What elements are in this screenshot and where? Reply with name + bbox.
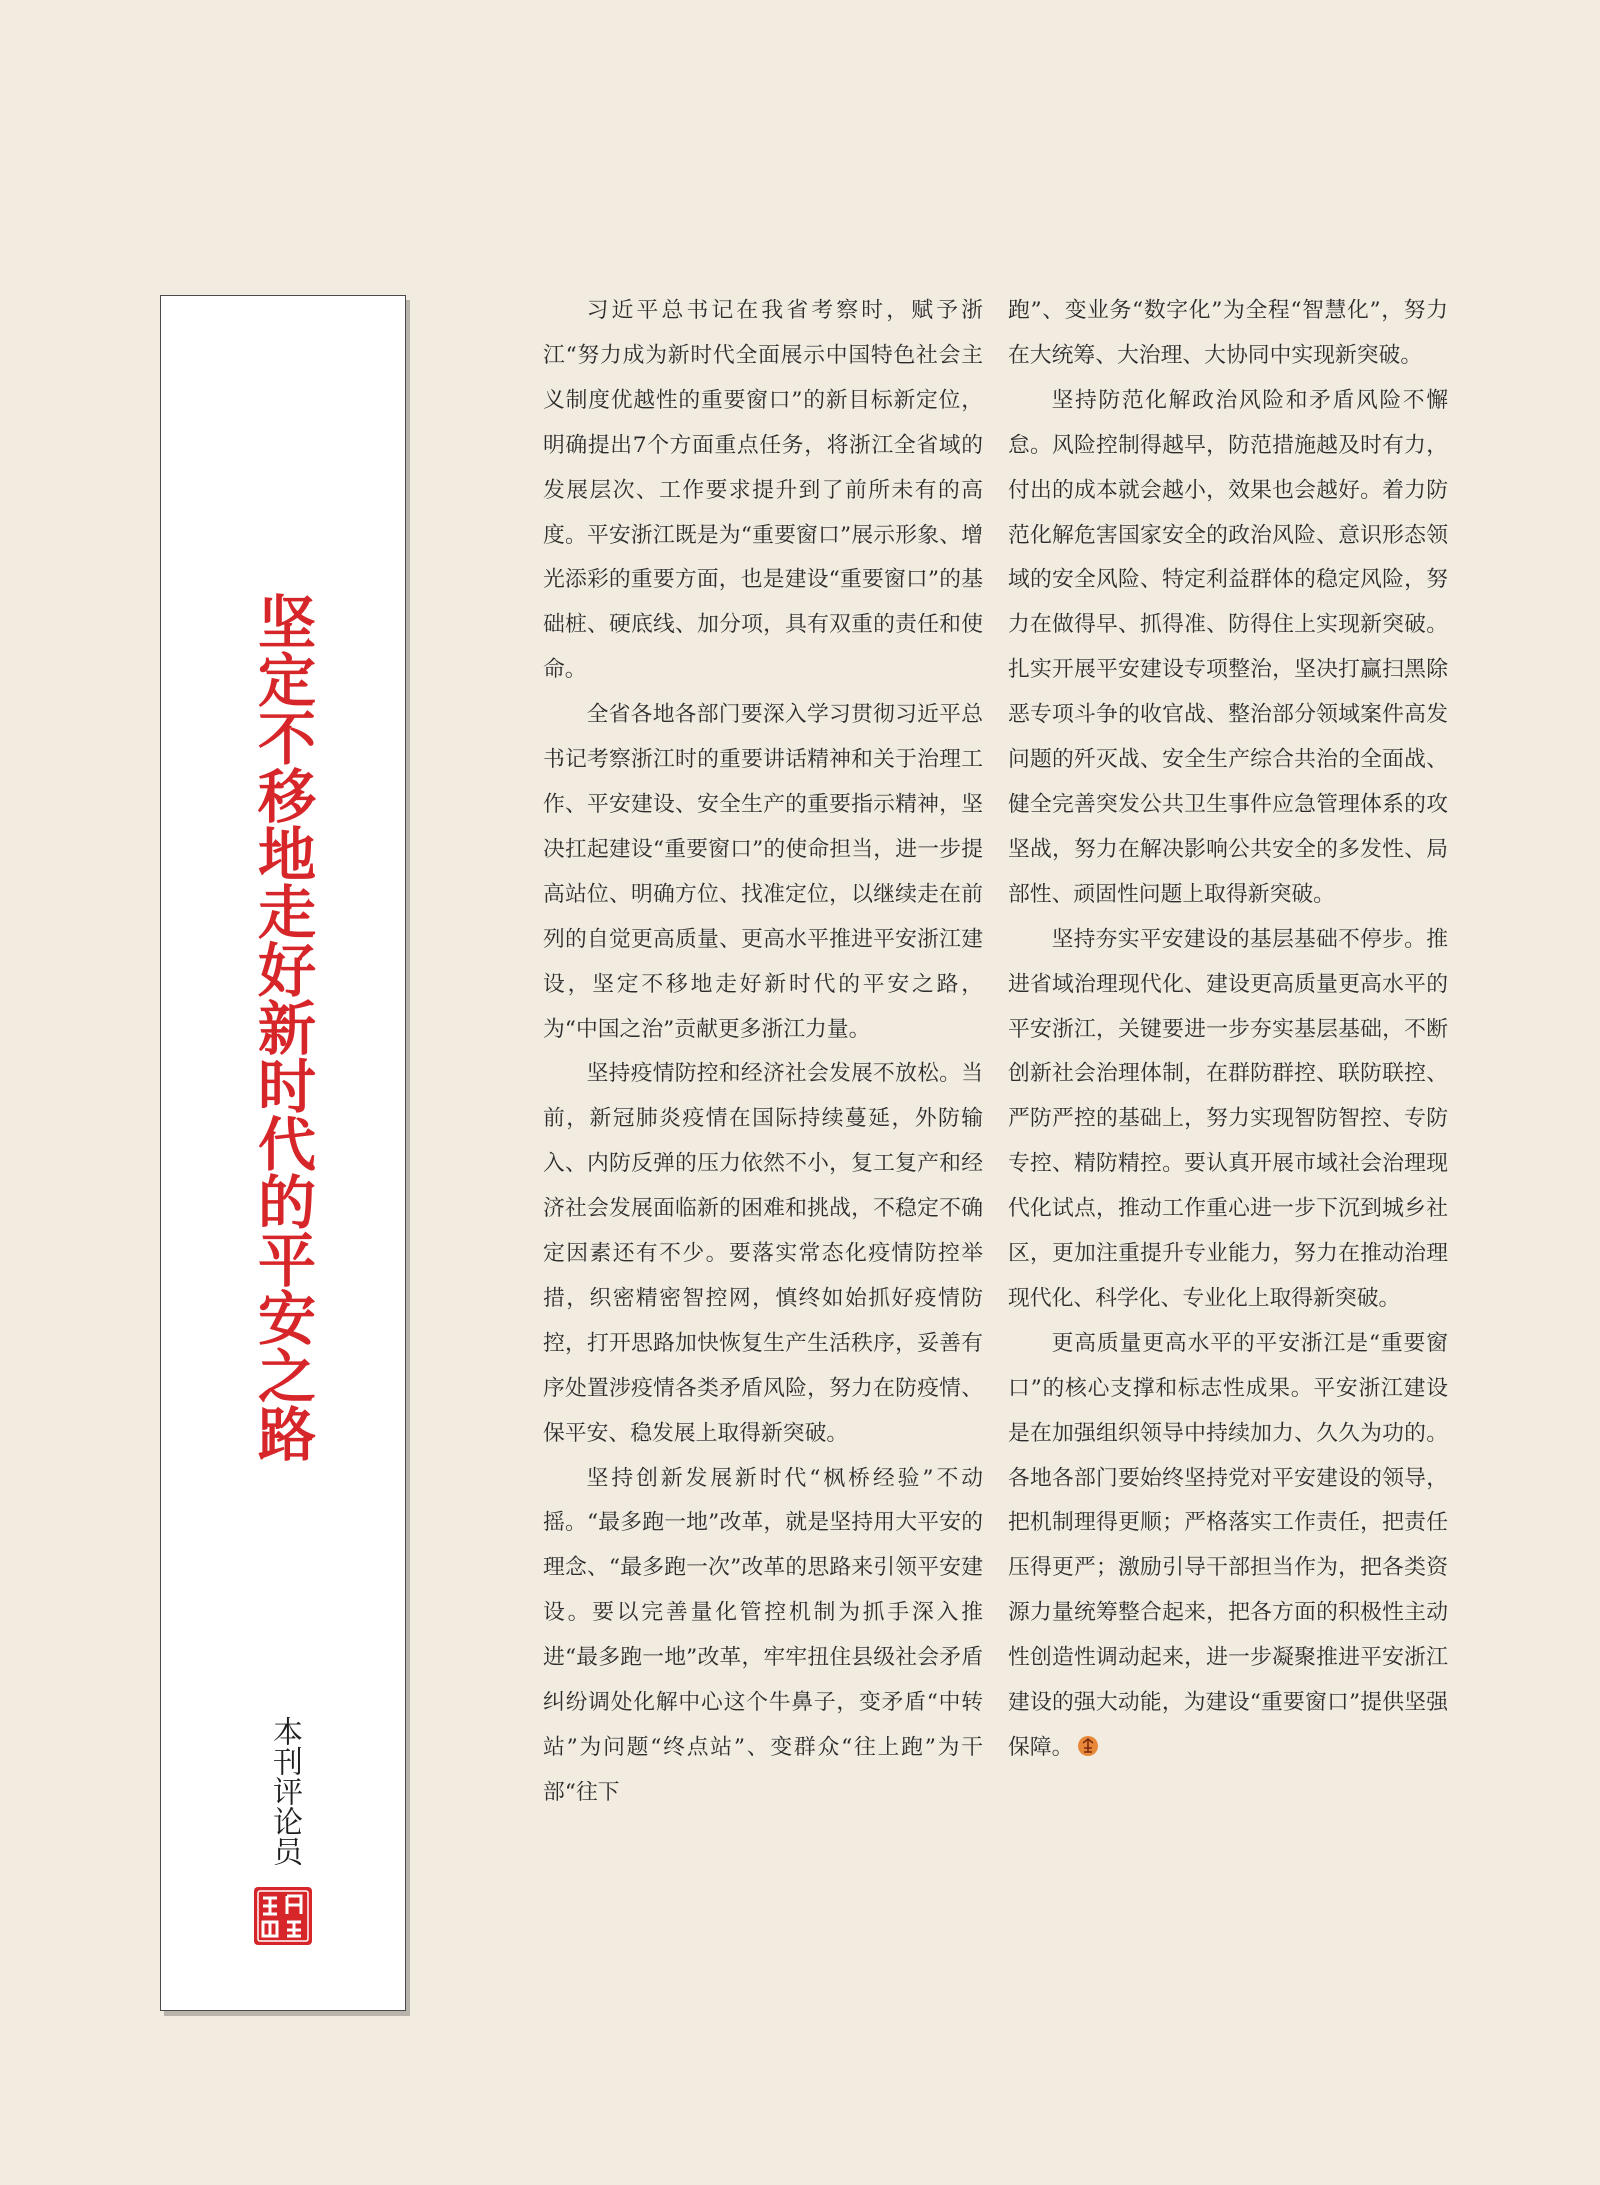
- end-mark-icon: [1077, 1735, 1099, 1757]
- body-column-right: [1008, 289, 1448, 1771]
- paragraph: 习近平总书记在我省考察时，赋予浙江“努力成为新时代全面展示中国特色社会主义制度优越性的重要窗口”的新目标新定位，明确提出7个方面重点任务，将浙江全省域的发展层次、工作要求提升到了前所未有的高度。平安浙江既是为“重要窗口”展示形象、增光添彩的重要方面，也是建设“重要窗口”的基础桩、硬底线、加分项，具有双重的责任和使命。: [543, 298, 983, 683]
- paragraph-final-text: 更高质量更高水平的平安浙江是“重要窗口”的核心支撑和标志性成果。平安浙江建设是在加强组织领导中持续加力、久久为功的。各地各部门要始终坚持党对平安建设的领导，把机制理得更顺；严格落实工作责任，把责任压得更严；激励引导干部担当作为，把各类资源力量统筹整合起来，把各方面的积极性主动性创造性调动起来，进一步凝聚推进平安浙江建设的强大动能，为建设“重要窗口”提供坚强保障。: [1008, 1330, 1448, 1760]
- paragraph-final: [1008, 1322, 1448, 1771]
- seal-stamp-icon: [253, 1886, 313, 1946]
- paragraph: 坚持疫情防控和经济社会发展不放松。当前，新冠肺炎疫情在国际持续蔓延，外防输入、内防反弹的压力依然不小，复工复产和经济社会发展面临新的困难和挑战，不稳定不确定因素还有不少。要落实常态化疫情防控举措，织密精密智控网，慎终如始抓好疫情防控，打开思路加快恢复生产生活秩序，妥善有序处置涉疫情各类矛盾风险，努力在防疫情、保平安、稳发展上取得新突破。: [543, 1061, 983, 1446]
- body-column-left: [543, 289, 983, 1816]
- paragraph: 坚持防范化解政治风险和矛盾风险不懈怠。风险控制得越早，防范措施越及时有力，付出的成本就会越小，效果也会越好。着力防范化解危害国家安全的政治风险、意识形态领域的安全风险、特定利益群体的稳定风险，努力在做得早、抓得准、防得住上实现新突破。扎实开展平安建设专项整治，坚决打赢扫黑除恶专项斗争的收官战、整治部分领域案件高发问题的歼灭战、安全生产综合共治的全面战、健全完善突发公共卫生事件应急管理体系的攻坚战，努力在解决影响公共安全的多发性、局部性、顽固性问题上取得新突破。: [1008, 387, 1448, 907]
- paragraph: 坚持创新发展新时代“枫桥经验”不动摇。“最多跑一地”改革，就是坚持用大平安的理念、“最多跑一次”改革的思路来引领平安建设。要以完善量化管控机制为抓手深入推进“最多跑一地”改革，牢牢扭住县级社会矛盾纠纷调处化解中心这个牛鼻子，变矛盾“中转站”为问题“终点站”、变群众“往上跑”为干部“往下: [543, 1465, 983, 1805]
- paragraph: 全省各地各部门要深入学习贯彻习近平总书记考察浙江时的重要讲话精神和关于治理工作、平安建设、安全生产的重要指示精神，坚决扛起建设“重要窗口”的使命担当，进一步提高站位、明确方位、找准定位，以继续走在前列的自觉更高质量、更高水平推进平安浙江建设，坚定不移地走好新时代的平安之路，为“中国之治”贡献更多浙江力量。: [543, 702, 983, 1042]
- paragraph-continuation: 跑”、变业务“数字化”为全程“智慧化”，努力在大统筹、大治理、大协同中实现新突破。: [1008, 298, 1448, 368]
- paragraph: 坚持夯实平安建设的基层基础不停步。推进省域治理现代化、建设更高质量更高水平的平安浙江，关键要进一步夯实基层基础，不断创新社会治理体制，在群防群控、联防联控、严防严控的基础上，努力实现智防智控、专防专控、精防精控。要认真开展市域社会治理现代化试点，推动工作重心进一步下沉到城乡社区，更加注重提升专业能力，努力在推动治理现代化、科学化、专业化上取得新突破。: [1008, 926, 1448, 1311]
- title-card: [160, 295, 406, 2011]
- author-byline: 本刊评论员: [267, 1716, 302, 1866]
- article-title: 坚定不移地走好新时代的平安之路: [248, 592, 316, 1462]
